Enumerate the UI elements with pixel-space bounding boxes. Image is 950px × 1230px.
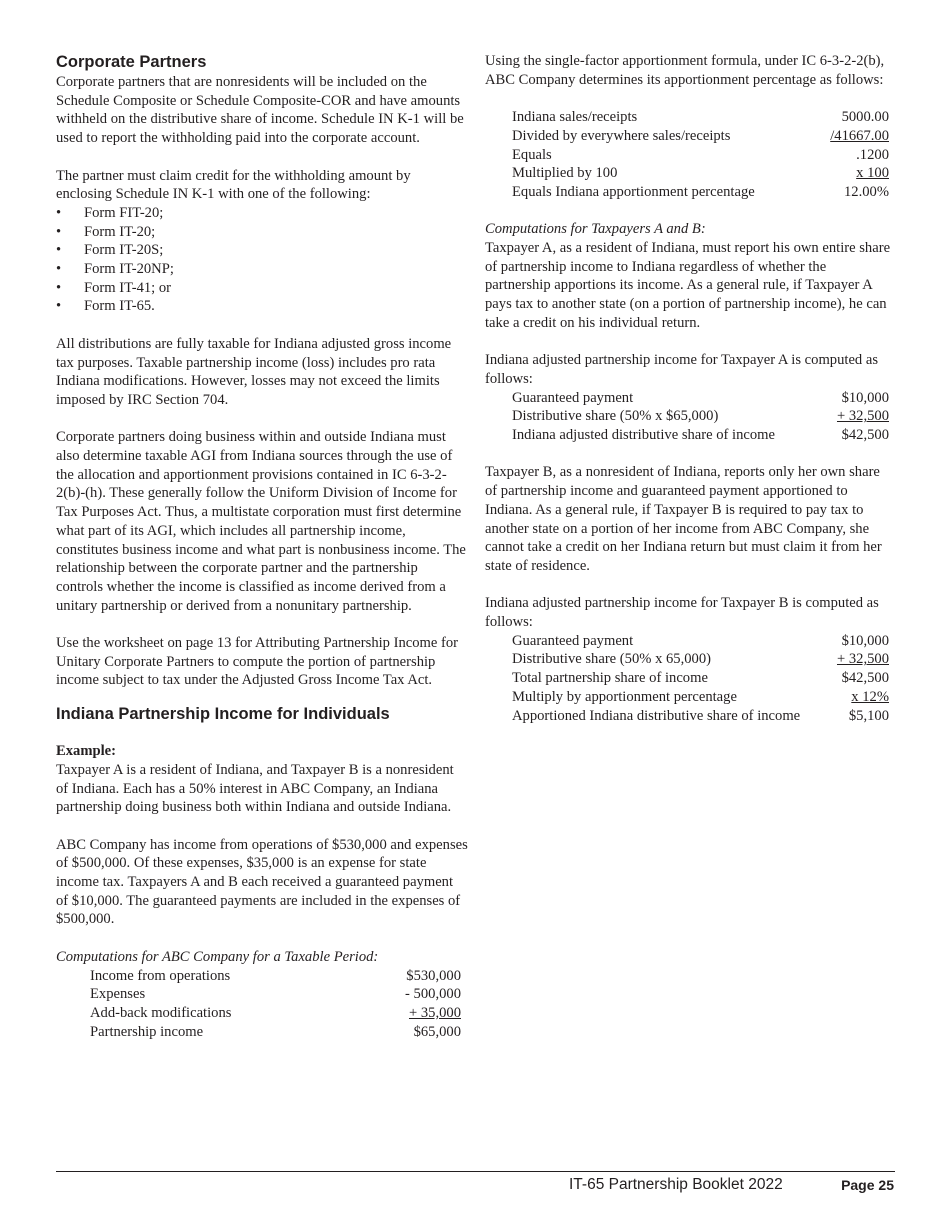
credit-intro-paragraph: The partner must claim credit for the withholding amount by enclosing Schedule IN K-1 with one of the following:	[56, 167, 411, 203]
table-row: Multiply by apportionment percentage x 12%	[512, 688, 889, 705]
page-number: Page 25	[841, 1177, 894, 1193]
list-item: • Form IT-20NP;	[56, 261, 174, 278]
list-item: • Form IT-20S;	[56, 242, 164, 259]
apportionment-table	[512, 108, 889, 202]
table-row: Apportioned Indiana distributive share of income $5,100	[512, 707, 889, 724]
taxpayer-b-table	[512, 632, 889, 726]
distributions-paragraph: All distributions are fully taxable for Indiana adjusted gross income tax purposes. Taxable partnership income (loss) includes pro rata Indiana modifications. However, losses may not exceed the limits imposed by IRC Section 704.	[56, 335, 452, 408]
corporate-partners-heading: Corporate Partners	[56, 53, 207, 71]
corporate-partners-paragraph: Corporate partners that are nonresidents will be included on the Schedule Composite or Schedule Composite-COR and have amounts withheld on the distributive share of income. Schedule IN K-1 will be used to report the withholding paid into the corporate account.	[56, 74, 464, 147]
bullet-icon: •	[56, 204, 62, 221]
table-row: Multiplied by 100 x 100	[512, 165, 889, 182]
table-row: Indiana adjusted distributive share of income $42,500	[512, 427, 889, 444]
table-row: Divided by everywhere sales/receipts /41667.00	[512, 127, 889, 144]
table-row: Equals Indiana apportionment percentage 12.00%	[512, 183, 889, 200]
taxpayer-a-intro: Indiana adjusted partnership income for Taxpayer A is computed as follows:	[485, 352, 879, 387]
table-row: Partnership income $65,000	[90, 1023, 461, 1040]
taxpayer-a-paragraph: Taxpayer A, as a resident of Indiana, must report his own entire share of partnership income to Indiana regardless of whether the partnership apportions its income. As a general rule, if Taxpayer A pays tax to another state (on a portion of partnership income), he can take a credit on his individual return.	[485, 240, 891, 331]
taxpayer-b-paragraph: Taxpayer B, as a nonresident of Indiana, reports only her own share of partnership income and guaranteed payment apportioned to Indiana. As a general rule, if Taxpayer B is required to pay tax to another state on a portion of her income from ABC Company, she cannot take a credit on her Indiana return but must claim it from her state of residence.	[485, 464, 882, 574]
table-row: Guaranteed payment $10,000	[512, 389, 889, 406]
taxpayers-computations-caption: Computations for Taxpayers A and B:	[485, 221, 706, 238]
table-row: Add-back modifications + 35,000	[90, 1004, 461, 1021]
bullet-icon: •	[56, 298, 62, 315]
table-row: Distributive share (50% x $65,000) + 32,500	[512, 408, 889, 425]
apportionment-intro: Using the single-factor apportionment formula, under IC 6-3-2-2(b), ABC Company determines its apportionment percentage as follows:	[485, 53, 885, 88]
table-row: Income from operations $530,000	[90, 967, 461, 984]
table-row: Total partnership share of income $42,500	[512, 670, 889, 687]
bullet-icon: •	[56, 279, 62, 296]
right-column	[485, 52, 895, 725]
example-paragraph-1: Taxpayer A is a resident of Indiana, and Taxpayer B is a nonresident of Indiana. Each has a 50% interest in ABC Company, an Indiana partnership doing business both within Indiana and outside Indiana.	[56, 761, 454, 816]
list-item: • Form IT-41; or	[56, 279, 172, 296]
abc-computations-table	[90, 967, 461, 1042]
list-item: • Form FIT-20;	[56, 204, 164, 221]
bullet-icon: •	[56, 261, 62, 278]
table-row: Guaranteed payment $10,000	[512, 632, 889, 649]
forms-list	[56, 204, 468, 316]
taxpayer-b-intro: Indiana adjusted partnership income for Taxpayer B is computed as follows:	[485, 595, 879, 631]
booklet-title: IT-65 Partnership Booklet 2022	[569, 1176, 783, 1193]
footer-rule	[56, 1171, 895, 1172]
table-row: Indiana sales/receipts 5000.00	[512, 109, 889, 126]
multistate-paragraph: Corporate partners doing business within and outside Indiana must also determine taxable AGI from Indiana sources through the use of the allocation and apportionment provisions contained in IC 6-3-2-2(b)-(h). These generally follow the Uniform Division of Income for Tax Purposes Act. Thus, a multistate corporation must first determine what part of its AGI, which includes all partnership income, constitutes business income and what part is nonbusiness income. The relationship between the corporate partner and the partnership controls whether the income is classified as income derived from a unitary partnership or derived from a nonunitary partnership.	[56, 429, 466, 614]
worksheet-paragraph: Use the worksheet on page 13 for Attributing Partnership Income for Unitary Corporate Partners to compute the portion of partnership income subject to tax under the Adjusted Gross Income Tax Act.	[56, 635, 459, 689]
example-paragraph-2: ABC Company has income from operations of $530,000 and expenses of $500,000. Of these expenses, $35,000 is an expense for state income tax. Taxpayers A and B each received a guaranteed payment of $10,000. The guaranteed payments are included in the expenses of $500,000.	[56, 836, 468, 928]
list-item: • Form IT-20;	[56, 223, 156, 240]
taxpayer-a-table	[512, 389, 889, 445]
left-column	[56, 52, 468, 1041]
bullet-icon: •	[56, 242, 62, 259]
list-item: • Form IT-65.	[56, 298, 155, 315]
individuals-heading: Indiana Partnership Income for Individuals	[56, 705, 390, 724]
table-row: Distributive share (50% x 65,000) + 32,500	[512, 651, 889, 668]
abc-computations-caption: Computations for ABC Company for a Taxable Period:	[56, 948, 379, 965]
table-row: Equals .1200	[512, 146, 889, 163]
example-label: Example:	[56, 743, 116, 760]
table-row: Expenses - 500,000	[90, 986, 461, 1003]
bullet-icon: •	[56, 223, 62, 240]
